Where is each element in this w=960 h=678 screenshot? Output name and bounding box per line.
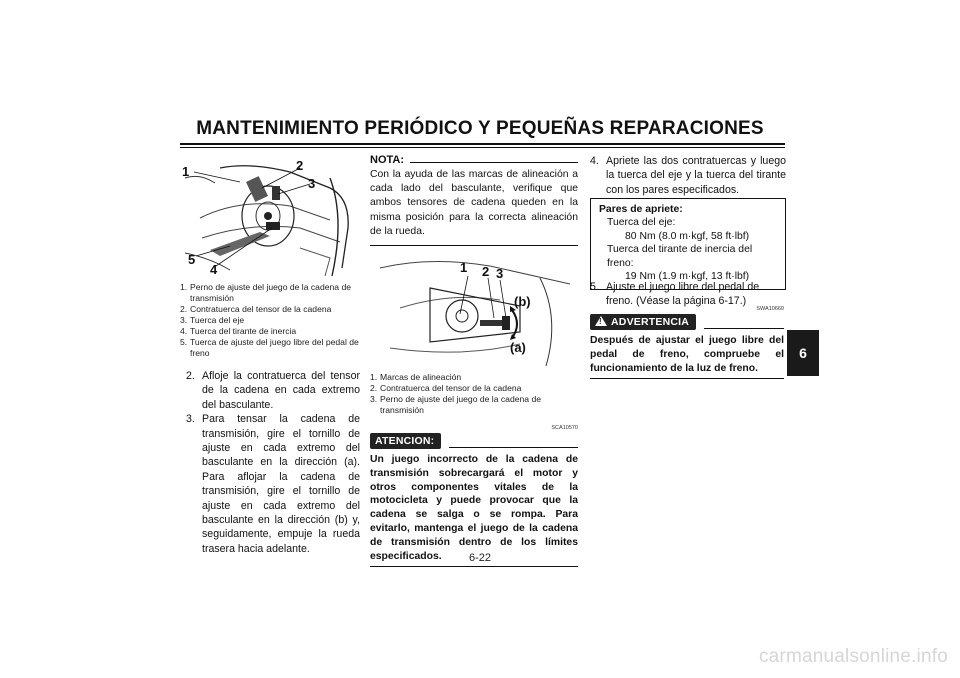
caption-item: 2. Contratuerca del tensor de la cadena: [370, 383, 522, 393]
caption-item: 1. Perno de ajuste del juego de la cadena de transmisión: [180, 282, 352, 303]
caption-item: 4. Tuerca del tirante de inercia: [180, 326, 297, 336]
caution-rule: [449, 447, 578, 448]
warning-triangle-icon: !: [595, 316, 607, 326]
figure2-caption: [370, 372, 578, 416]
figure-alignment-marks-drawing: [370, 248, 578, 368]
nota-block: [370, 154, 578, 246]
step-5: [590, 280, 786, 309]
figure-chain-adjuster-drawing: [180, 158, 355, 278]
page-number: 6-22: [468, 552, 492, 564]
step-2: 2. Afloje la contratuerca del tensor de la cadena en cada extremo del basculante.: [186, 370, 360, 411]
step-5-item: 5. Ajuste el juego libre del pedal de freno. (Véase la página 6-17.): [590, 281, 760, 308]
caption-item: 3. Perno de ajuste del juego de la cadena de transmisión: [370, 394, 542, 415]
chapter-tab: 6: [787, 330, 819, 376]
warning-label: [590, 314, 696, 330]
step-4-item: 4. Apriete las dos contratuercas y luego la tuerca del eje y la tuerca del tirante con los pares especificados.: [590, 155, 786, 196]
nota-rule-bottom: [370, 245, 578, 246]
figure2-label-2: 2: [482, 264, 490, 279]
torque-line: Tuerca del eje:: [607, 217, 676, 229]
torque-spec-title: Pares de apriete:: [599, 204, 683, 215]
figure1-label-1: 1: [182, 164, 190, 179]
torque-value: 80 Nm (8.0 m·kgf, 58 ft·lbf): [625, 230, 750, 242]
step-3: 3. Para tensar la cadena de transmisión, gire el tornillo de ajuste en cada extremo del basculante en la dirección (a). Para aflojar la cadena de transmisión, gire el tornillo de ajuste en cada extremo del basculante en la dirección (b) y, seguidamente, empuje la rueda trasera hacia adelante.: [186, 413, 360, 555]
warning-code: SWA10660: [756, 306, 784, 312]
figure2-label-3: 3: [496, 266, 504, 281]
caption-item: 5. Tuerca de ajuste del juego libre del pedal de freno: [180, 337, 359, 358]
figure1-caption: [180, 282, 360, 359]
warning-label-text: ADVERTENCIA: [611, 316, 690, 328]
figure-alignment-marks: [370, 248, 578, 368]
figure2-label-a: (a): [510, 340, 526, 355]
torque-line: Tuerca del tirante de inercia del freno:: [607, 244, 753, 269]
nota-text: Con la ayuda de las marcas de alineación a cada lado del basculante, verifique que ambos tensores de cadena queden en la misma posición para la correcta alineación de la rueda.: [370, 169, 578, 237]
figure2-label-b: (b): [514, 294, 531, 309]
figure2-label-1: 1: [460, 260, 468, 275]
caption-item: 3. Tuerca del eje: [180, 315, 245, 325]
figure1-label-2: 2: [296, 158, 304, 173]
nota-title: NOTA:: [370, 154, 405, 166]
figure1-label-3: 3: [308, 176, 316, 191]
caption-item: 1. Marcas de alineación: [370, 372, 462, 382]
warning-rule-bottom: [590, 378, 784, 379]
caution-block: [370, 425, 578, 567]
page-title: MANTENIMIENTO PERIÓDICO Y PEQUEÑAS REPARACIONES: [196, 118, 764, 139]
caution-rule-bottom: [370, 566, 578, 567]
figure-chain-adjuster: [180, 158, 355, 278]
header-rule-thin: [180, 147, 785, 148]
nota-rule: [410, 162, 578, 163]
warning-rule: [704, 328, 784, 329]
header-rule: [180, 143, 785, 145]
steps-left: [186, 369, 360, 556]
warning-text: Después de ajustar el juego libre del pedal de freno, compruebe el funcionamiento de la luz de freno.: [590, 335, 784, 374]
figure1-label-4: 4: [210, 262, 218, 277]
caution-code: SCA10570: [551, 425, 578, 431]
figure1-label-5: 5: [188, 252, 196, 267]
watermark: carmanualsonline.info: [758, 646, 948, 667]
caution-label: ATENCION:: [370, 433, 441, 449]
caution-text: Un juego incorrecto de la cadena de transmisión sobrecargará el motor y otros componentes vitales de la motocicleta y puede provocar que la cadena se salga o se rompa. Para evitarlo, mantenga el juego de la cadena de transmisión dentro de los límites especificados.: [370, 454, 578, 562]
torque-value: 19 Nm (1.9 m·kgf, 13 ft·lbf): [625, 271, 750, 283]
caption-item: 2. Contratuerca del tensor de la cadena: [180, 304, 332, 314]
step-4: [590, 154, 786, 197]
torque-spec-box: [590, 198, 786, 290]
warning-block: [590, 306, 784, 379]
